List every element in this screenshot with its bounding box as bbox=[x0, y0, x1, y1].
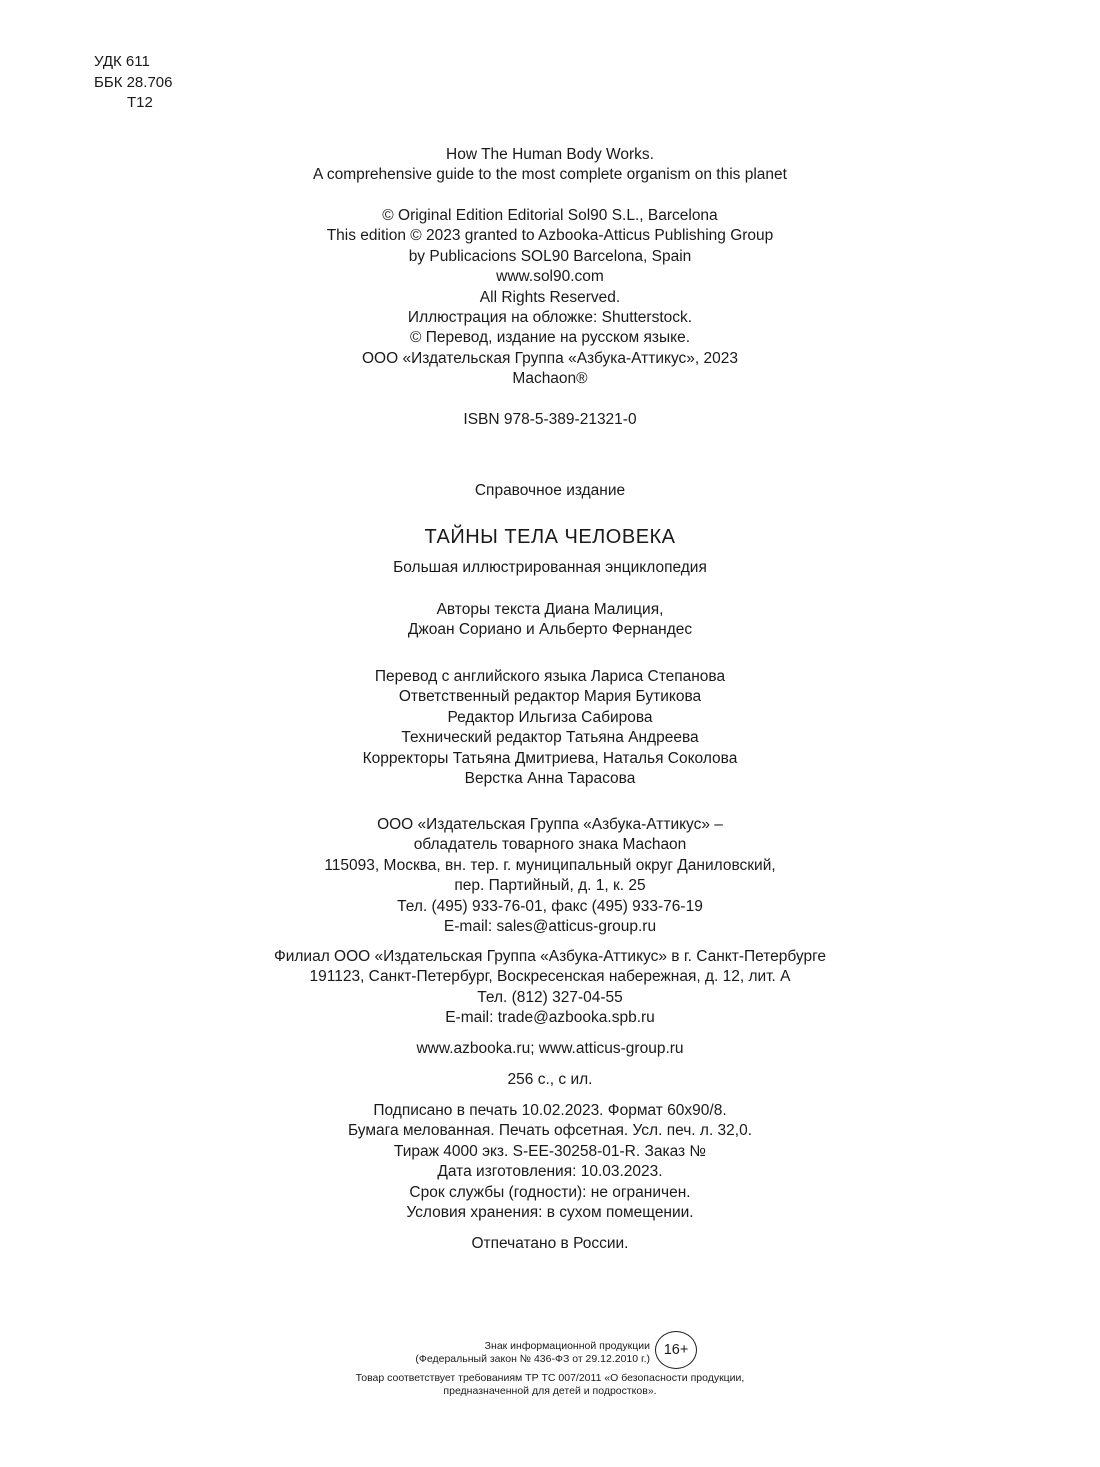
publisher-line: E-mail: sales@atticus-group.ru bbox=[443, 918, 657, 936]
print-line: Тираж 4000 экз. S-EE-30258-01-R. Заказ № bbox=[393, 1142, 707, 1160]
credits-line: Перевод с английского языка Лариса Степанова bbox=[374, 668, 726, 685]
credits-block bbox=[0, 667, 1100, 789]
printed-in-block bbox=[0, 1234, 1100, 1254]
pages-block bbox=[0, 1070, 1100, 1090]
authors-block bbox=[0, 600, 1100, 641]
print-line: Условия хранения: в сухом помещении. bbox=[406, 1204, 694, 1222]
rights-line: Иллюстрация на обложке: Shutterstock. bbox=[407, 309, 693, 327]
publisher-line: ООО «Издательская Группа «Азбука-Аттикус» – bbox=[377, 816, 723, 833]
branch-line: E-mail: trade@azbooka.spb.ru bbox=[445, 1009, 655, 1027]
branch-line: Филиал ООО «Издательская Группа «Азбука-Аттикус» в г. Санкт-Петербурге bbox=[273, 948, 827, 965]
rights-line: All Rights Reserved. bbox=[479, 288, 621, 306]
compliance-line: Товар соответствует требованиям ТР ТС 007/2011 «О безопасности продукции, bbox=[355, 1372, 745, 1384]
publisher-line: пер. Партийный, д. 1, к. 25 bbox=[454, 877, 646, 895]
websites: www.azbooka.ru; www.atticus-group.ru bbox=[416, 1040, 684, 1057]
book-subtitle-block bbox=[0, 558, 1100, 578]
isbn-block bbox=[0, 410, 1100, 430]
age-rating-badge: 16+ bbox=[655, 1331, 697, 1369]
credits-line: Технический редактор Татьяна Андреева bbox=[401, 729, 699, 747]
book-title: ТАЙНЫ ТЕЛА ЧЕЛОВЕКА bbox=[424, 526, 676, 548]
edition-type-block bbox=[0, 481, 1100, 501]
rights-line: © Original Edition Editorial Sol90 S.L., Barcelona bbox=[382, 207, 718, 224]
sign-line: Знак информационной продукции bbox=[484, 1340, 650, 1352]
original-title-block bbox=[0, 145, 1100, 186]
isbn: ISBN 978-5-389-21321-0 bbox=[463, 411, 637, 428]
edition-type: Справочное издание bbox=[474, 482, 626, 499]
author-mark: Т12 bbox=[127, 94, 153, 111]
publisher-line: обладатель товарного знака Machaon bbox=[413, 836, 687, 854]
authors-line: Авторы текста Диана Малиция, bbox=[436, 601, 664, 618]
original-title-line: A comprehensive guide to the most complete organism on this planet bbox=[313, 166, 787, 184]
rights-line: Machaon® bbox=[512, 370, 588, 388]
book-title-block bbox=[0, 527, 1100, 547]
rights-line: by Publicacions SOL90 Barcelona, Spain bbox=[408, 247, 692, 265]
rights-block bbox=[0, 206, 1100, 390]
rights-line: ООО «Издательская Группа «Азбука-Аттикус», 2023 bbox=[361, 349, 739, 367]
info-sign-text bbox=[415, 1340, 650, 1366]
print-line: Бумага мелованная. Печать офсетная. Усл. печ. л. 32,0. bbox=[347, 1122, 753, 1140]
print-info-block bbox=[0, 1101, 1100, 1223]
credits-line: Верстка Анна Тарасова bbox=[464, 770, 636, 788]
publisher-line: 115093, Москва, вн. тер. г. муниципальный округ Даниловский, bbox=[324, 856, 776, 874]
rights-line: www.sol90.com bbox=[496, 268, 604, 286]
sign-line: (Федеральный закон № 436-ФЗ от 29.12.2010 г.) bbox=[415, 1353, 650, 1365]
classification-codes bbox=[94, 52, 172, 114]
print-line: Срок службы (годности): не ограничен. bbox=[409, 1183, 691, 1201]
credits-line: Ответственный редактор Мария Бутикова bbox=[398, 688, 702, 706]
credits-line: Корректоры Татьяна Дмитриева, Наталья Соколова bbox=[362, 749, 738, 767]
branch-block bbox=[0, 947, 1100, 1029]
original-title-line: How The Human Body Works. bbox=[446, 146, 654, 163]
bbk-code: ББК 28.706 bbox=[94, 73, 173, 91]
book-subtitle: Большая иллюстрированная энциклопедия bbox=[393, 559, 707, 576]
udk-code: УДК 611 bbox=[94, 53, 150, 70]
websites-block bbox=[0, 1039, 1100, 1059]
publisher-block bbox=[0, 815, 1100, 937]
compliance-text bbox=[0, 1372, 1100, 1398]
rights-line: © Перевод, издание на русском языке. bbox=[409, 329, 691, 347]
rights-line: This edition © 2023 granted to Azbooka-Atticus Publishing Group bbox=[326, 227, 774, 245]
page-count: 256 с., с ил. bbox=[507, 1071, 593, 1088]
printed-in: Отпечатано в России. bbox=[471, 1235, 629, 1252]
branch-line: 191123, Санкт-Петербург, Воскресенская набережная, д. 12, лит. А bbox=[309, 968, 791, 986]
compliance-line: предназначенной для детей и подростков». bbox=[443, 1385, 657, 1397]
print-line: Дата изготовления: 10.03.2023. bbox=[437, 1163, 663, 1181]
print-line: Подписано в печать 10.02.2023. Формат 60x90/8. bbox=[373, 1102, 727, 1119]
publisher-line: Тел. (495) 933-76-01, факс (495) 933-76-19 bbox=[397, 897, 703, 915]
authors-line: Джоан Сориано и Альберто Фернандес bbox=[407, 621, 693, 639]
credits-line: Редактор Ильгиза Сабирова bbox=[447, 708, 653, 726]
branch-line: Тел. (812) 327-04-55 bbox=[477, 988, 623, 1006]
